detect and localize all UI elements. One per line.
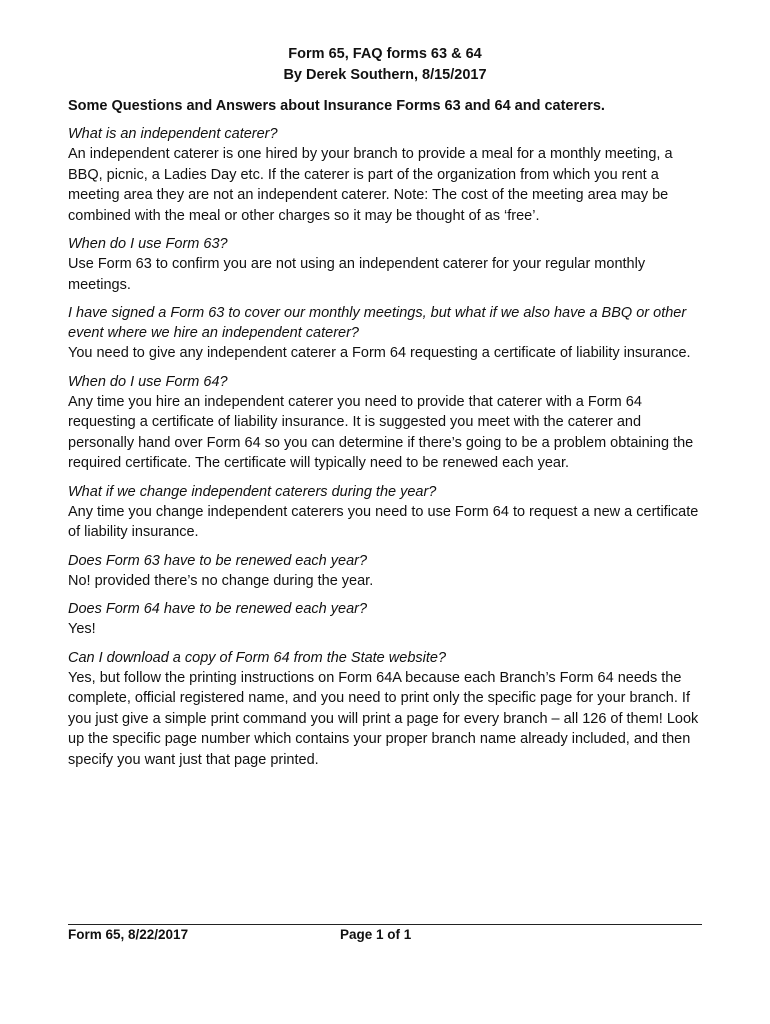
faq-answer: An independent caterer is one hired by your branch to provide a meal for a monthly meeting, a BBQ, picnic, a Ladies Day etc. If the caterer is part of the organization from which you rent a meeting area they are not an independent caterer. Note: The cost of the meeting area may be combined with the meal or other charges so it may be thought of as ‘free’. bbox=[68, 146, 673, 224]
footer-form-date: Form 65, 8/22/2017 bbox=[68, 927, 189, 942]
faq-answer: Yes, but follow the printing instructions on Form 64A because each Branch’s Form 64 needs the complete, official registered name, and you need to print only the specific page for your branch. If you just give a simple print command you will print a page for every branch – all 126 of them! Look up the specific page number which contains your proper branch name already included, and then specify you want just that page printed. bbox=[68, 669, 699, 768]
faq-question: I have signed a Form 63 to cover our monthly meetings, but what if we also have a BBQ or other event where we hire an independent caterer? bbox=[68, 305, 687, 341]
faq-item bbox=[68, 372, 702, 474]
faq-question: What if we change independent caterers during the year? bbox=[68, 483, 437, 500]
faq-item bbox=[68, 551, 702, 592]
document-title: Form 65, FAQ forms 63 & 64 bbox=[288, 46, 482, 62]
faq-item bbox=[68, 599, 702, 640]
faq-question: Does Form 64 have to be renewed each year? bbox=[68, 601, 368, 617]
faq-item bbox=[68, 234, 702, 295]
faq-item bbox=[68, 648, 702, 771]
document-byline: By Derek Southern, 8/15/2017 bbox=[283, 67, 487, 83]
faq-item bbox=[68, 124, 702, 226]
intro-heading: Some Questions and Answers about Insurance Forms 63 and 64 and caterers. bbox=[68, 98, 605, 114]
faq-answer: You need to give any independent caterer a Form 64 requesting a certificate of liability insurance. bbox=[68, 345, 691, 361]
faq-answer: No! provided there’s no change during the year. bbox=[68, 572, 374, 589]
document-page bbox=[68, 44, 702, 770]
faq-question: When do I use Form 63? bbox=[68, 236, 228, 252]
faq-answer: Any time you change independent caterers you need to use Form 64 to request a new a certificate of liability insurance. bbox=[68, 503, 699, 540]
faq-item bbox=[68, 482, 702, 543]
faq-question: What is an independent caterer? bbox=[68, 126, 278, 142]
faq-question: Does Form 63 have to be renewed each year? bbox=[68, 552, 368, 569]
faq-item bbox=[68, 303, 702, 364]
faq-question: When do I use Form 64? bbox=[68, 373, 228, 390]
faq-question: Can I download a copy of Form 64 from the State website? bbox=[68, 649, 447, 666]
faq-answer: Yes! bbox=[68, 621, 96, 637]
footer-page-number: Page 1 of 1 bbox=[340, 927, 412, 942]
page-footer bbox=[68, 924, 702, 949]
faq-answer: Use Form 63 to confirm you are not using an independent caterer for your regular monthly meetings. bbox=[68, 256, 646, 293]
faq-answer: Any time you hire an independent caterer you need to provide that caterer with a Form 64 requesting a certificate of liability insurance. It is suggested you meet with the caterer and personally hand over Form 64 so you can determine if there’s going to be a problem obtaining the required certificate. The certificate will typically need to be renewed each year. bbox=[68, 393, 694, 471]
